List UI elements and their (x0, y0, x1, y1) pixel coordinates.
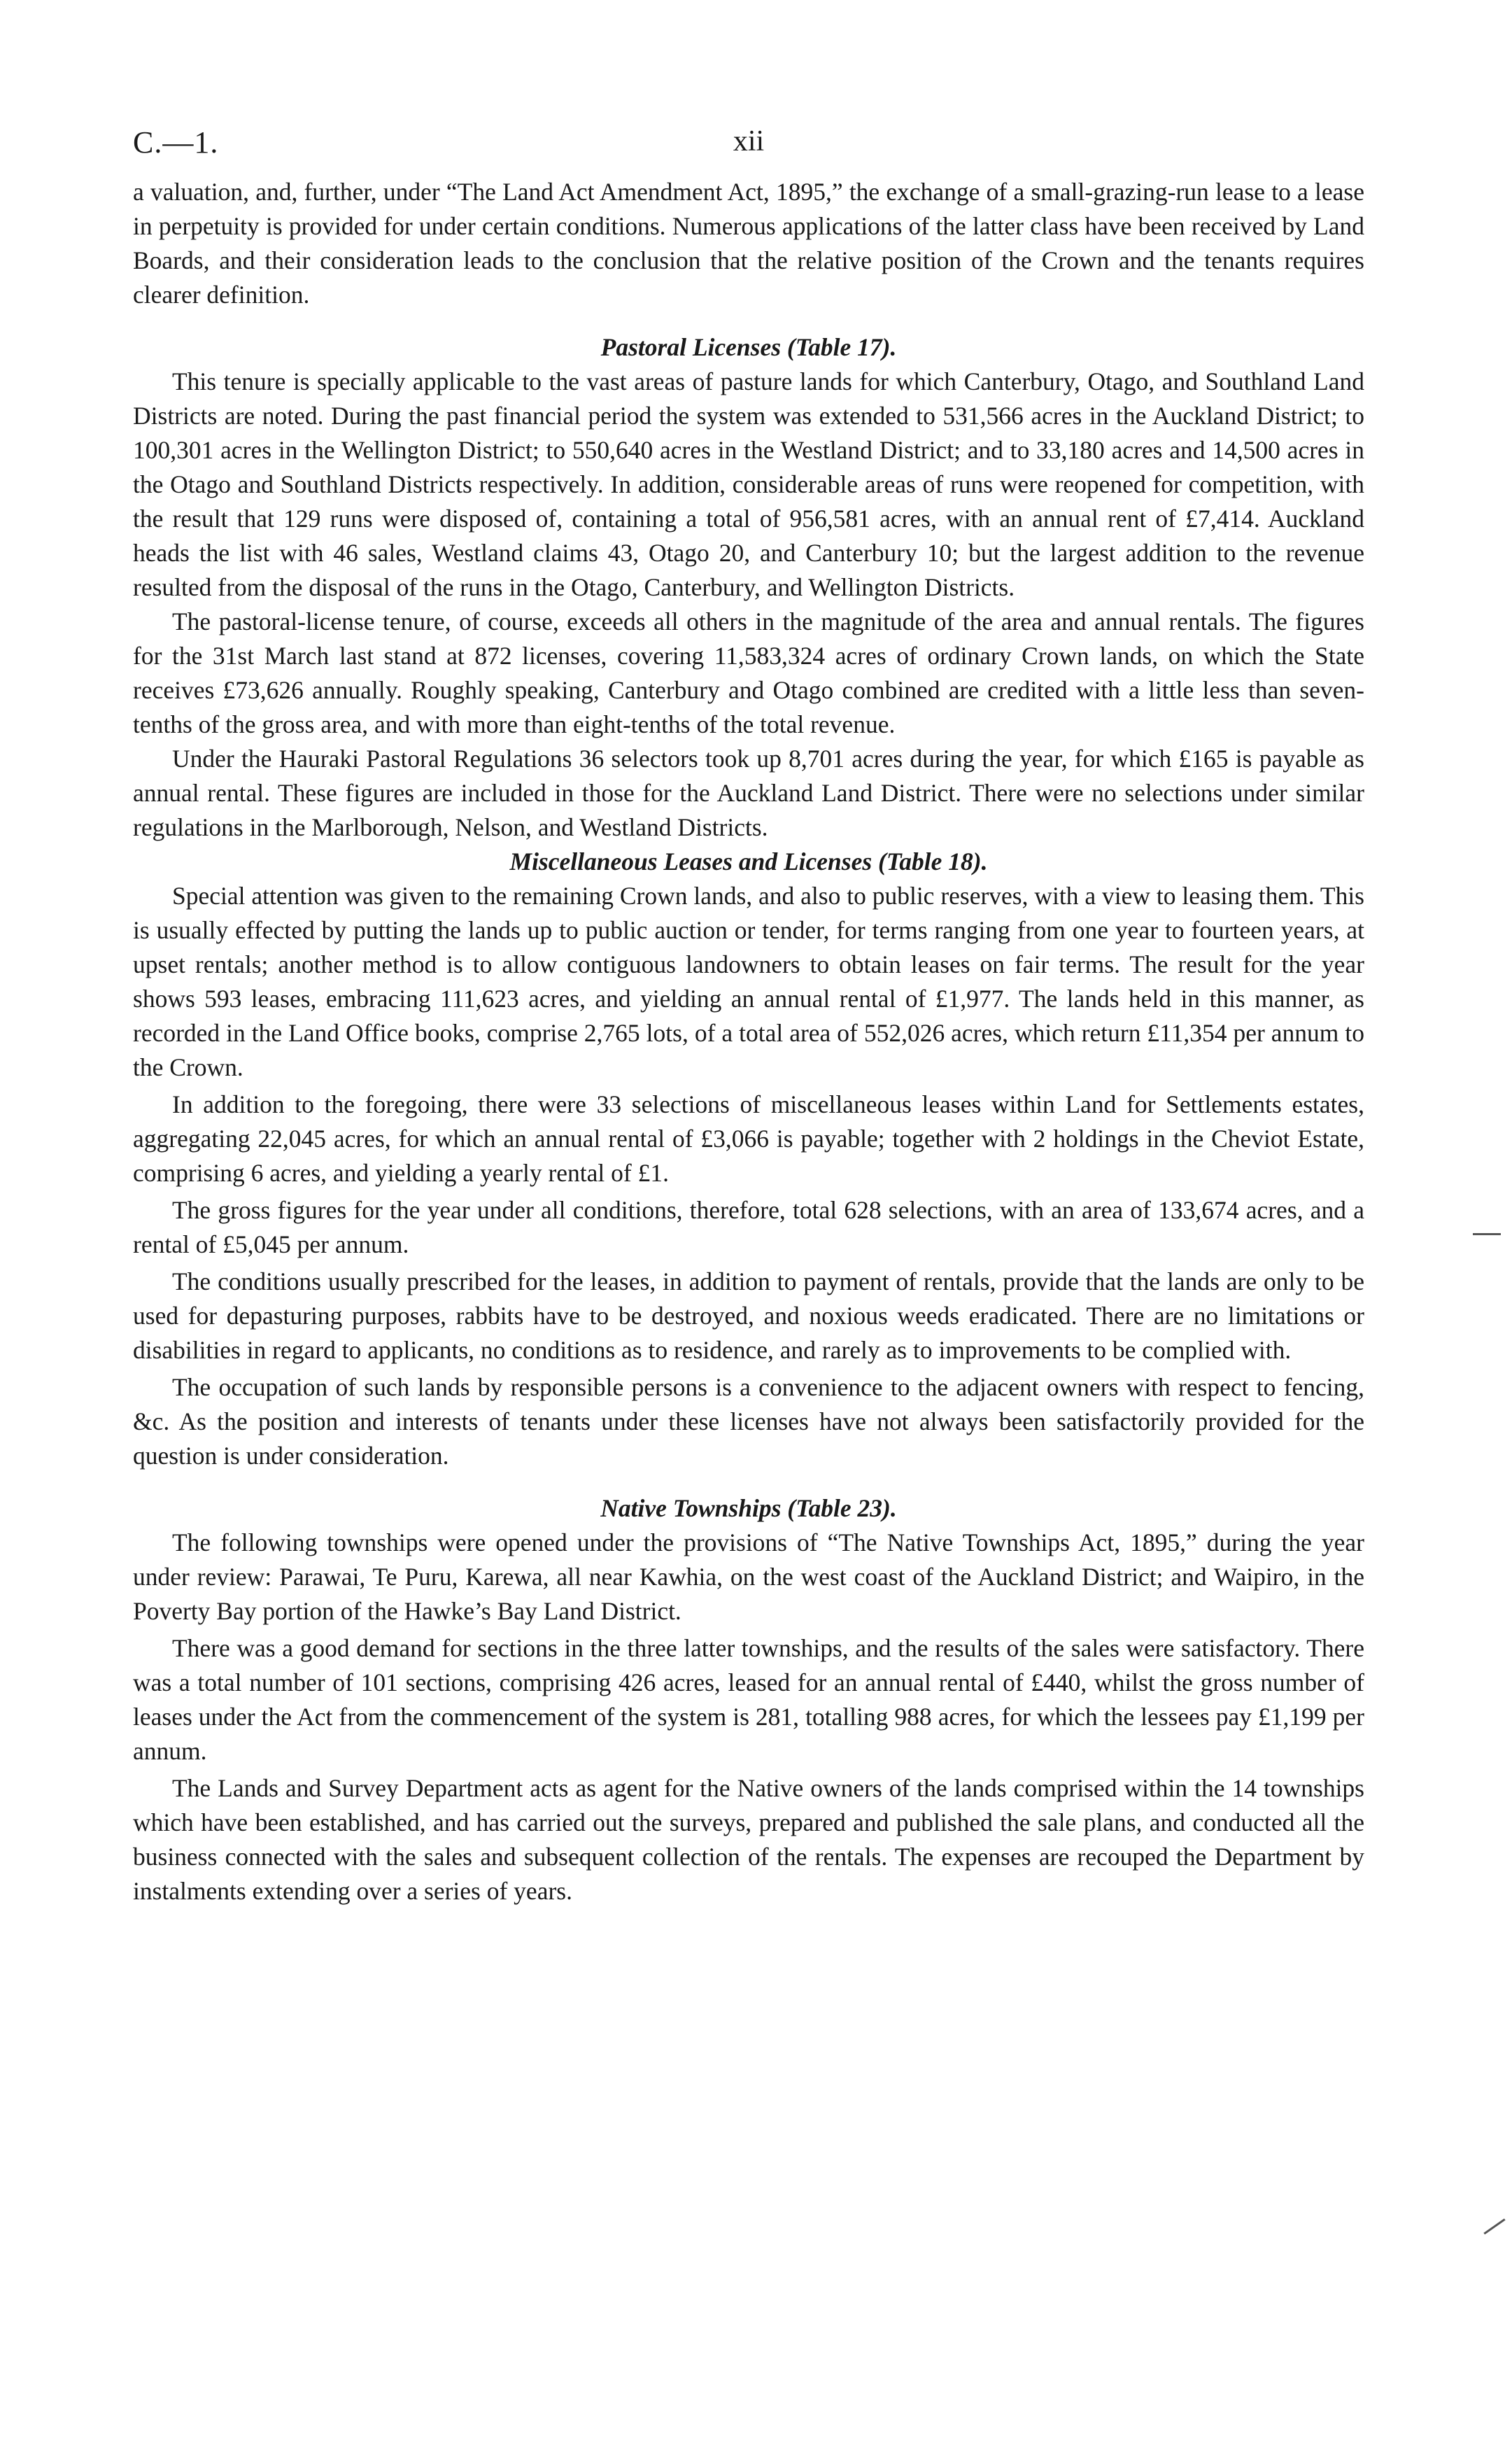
pastoral-paragraph-1: This tenure is specially applicable to the vast areas of pasture lands for which Canterbury, Otago, and Southland Land Districts are noted. During the past financial period the system was extended to 531,566 acres in the Auckland District; to 100,301 acres in the Wellington District; to 550,640 acres in the Westland District; and to 33,180 acres and 14,500 acres in the Otago and Southland Districts respectively. In addition, considerable areas of runs were reopened for competition, with the result that 129 runs were disposed of, containing a total of 956,581 acres, with an annual rent of £7,414. Auckland heads the list with 46 sales, Westland claims 43, Otago 20, and Canterbury 10; but the largest addition to the revenue resulted from the disposal of the runs in the Otago, Canterbury, and Wellington Districts. (133, 367, 1364, 601)
miscellaneous-paragraph-5: The occupation of such lands by responsible persons is a convenience to the adjacent owners with respect to fencing, &c. As the position and interests of tenants under these licenses have not always been satisfactorily provided for the question is under consideration. (133, 1373, 1364, 1470)
document-reference: C.—1. (133, 125, 219, 160)
section-heading-miscellaneous-leases: Miscellaneous Leases and Licenses (Table 18). (509, 847, 988, 875)
native-paragraph-1: The following townships were opened under the provisions of “The Native Townships Act, 1895,” during the year under review: Parawai, Te Puru, Karewa, all near Kawhia, on the west coast of the Auckland District; and Waipiro, in the Poverty Bay portion of the Hawke’s Bay Land District. (133, 1528, 1364, 1625)
pastoral-paragraph-3: Under the Hauraki Pastoral Regulations 36 selectors took up 8,701 acres during the year, for which £165 is payable as annual rental. These figures are included in those for the Auckland Land District. There were no selections under similar regulations in the Marlborough, Nelson, and Westland Districts. (133, 745, 1364, 841)
miscellaneous-paragraph-1: Special attention was given to the remaining Crown lands, and also to public reserves, with a view to leasing them. This is usually effected by putting the lands up to public auction or tender, for terms ranging from one year to fourteen years, at upset rentals; another method is to allow contiguous landowners to obtain leases on fair terms. The result for the year shows 593 leases, embracing 111,623 acres, and yielding an annual rental of £1,977. The lands held in this manner, as recorded in the Land Office books, comprise 2,765 lots, of a total area of 552,026 acres, which return £11,354 per annum to the Crown. (133, 882, 1364, 1081)
section-heading-pastoral-licenses: Pastoral Licenses (Table 17). (600, 333, 897, 361)
native-paragraph-2: There was a good demand for sections in the three latter townships, and the results of the sales were satisfactory. There was a total number of 101 sections, comprising 426 acres, leased for an annual rental of £440, whilst the gross number of leases under the Act from the commencement of the system is 281, totalling 988 acres, for which the lessees pay £1,199 per annum. (133, 1634, 1364, 1765)
intro-paragraph: a valuation, and, further, under “The Land Act Amendment Act, 1895,” the exchange of a small-grazing-run lease to a lease in perpetuity is provided for under certain conditions. Numerous applications of the latter class have been received by Land Boards, and their consideration leads to the conclusion that the relative position of the Crown and the tenants requires clearer definition. (133, 178, 1364, 309)
miscellaneous-paragraph-2: In addition to the foregoing, there were 33 selections of miscellaneous leases within Land for Settlements estates, aggregating 22,045 acres, for which an annual rental of £3,066 is payable; together with 2 holdings in the Cheviot Estate, comprising 6 acres, and yielding a yearly rental of £1. (133, 1090, 1364, 1187)
section-heading-native-townships: Native Townships (Table 23). (600, 1494, 897, 1522)
page-number: xii (733, 125, 765, 157)
miscellaneous-paragraph-3: The gross figures for the year under all conditions, therefore, total 628 selections, with an area of 133,674 acres, and a rental of £5,045 per annum. (133, 1196, 1364, 1258)
native-paragraph-3: The Lands and Survey Department acts as agent for the Native owners of the lands comprised within the 14 townships which have been established, and has carried out the surveys, prepared and published the sale plans, and conducted all the business connected with the sales and subsequent collection of the rentals. The expenses are recouped the Department by instalments extending over a series of years. (133, 1774, 1364, 1905)
page-header (133, 112, 1364, 175)
margin-dash-mark (1473, 1233, 1501, 1235)
pastoral-paragraph-2: The pastoral-license tenure, of course, exceeds all others in the magnitude of the area and annual rentals. The figures for the 31st March last stand at 872 licenses, covering 11,583,324 acres of ordinary Crown lands, on which the State receives £73,626 annually. Roughly speaking, Canterbury and Otago combined are credited with a little less than seven-tenths of the gross area, and with more than eight-tenths of the total revenue. (133, 607, 1364, 738)
margin-slash-mark (1483, 2218, 1505, 2235)
miscellaneous-paragraph-4: The conditions usually prescribed for the leases, in addition to payment of rentals, provide that the lands are only to be used for depasturing purposes, rabbits have to be destroyed, and noxious weeds eradicated. There are no limitations or disabilities in regard to applicants, no conditions as to residence, and rarely as to improvements to be complied with. (133, 1267, 1364, 1364)
document-body (133, 175, 1364, 1908)
document-page (133, 112, 1364, 1908)
